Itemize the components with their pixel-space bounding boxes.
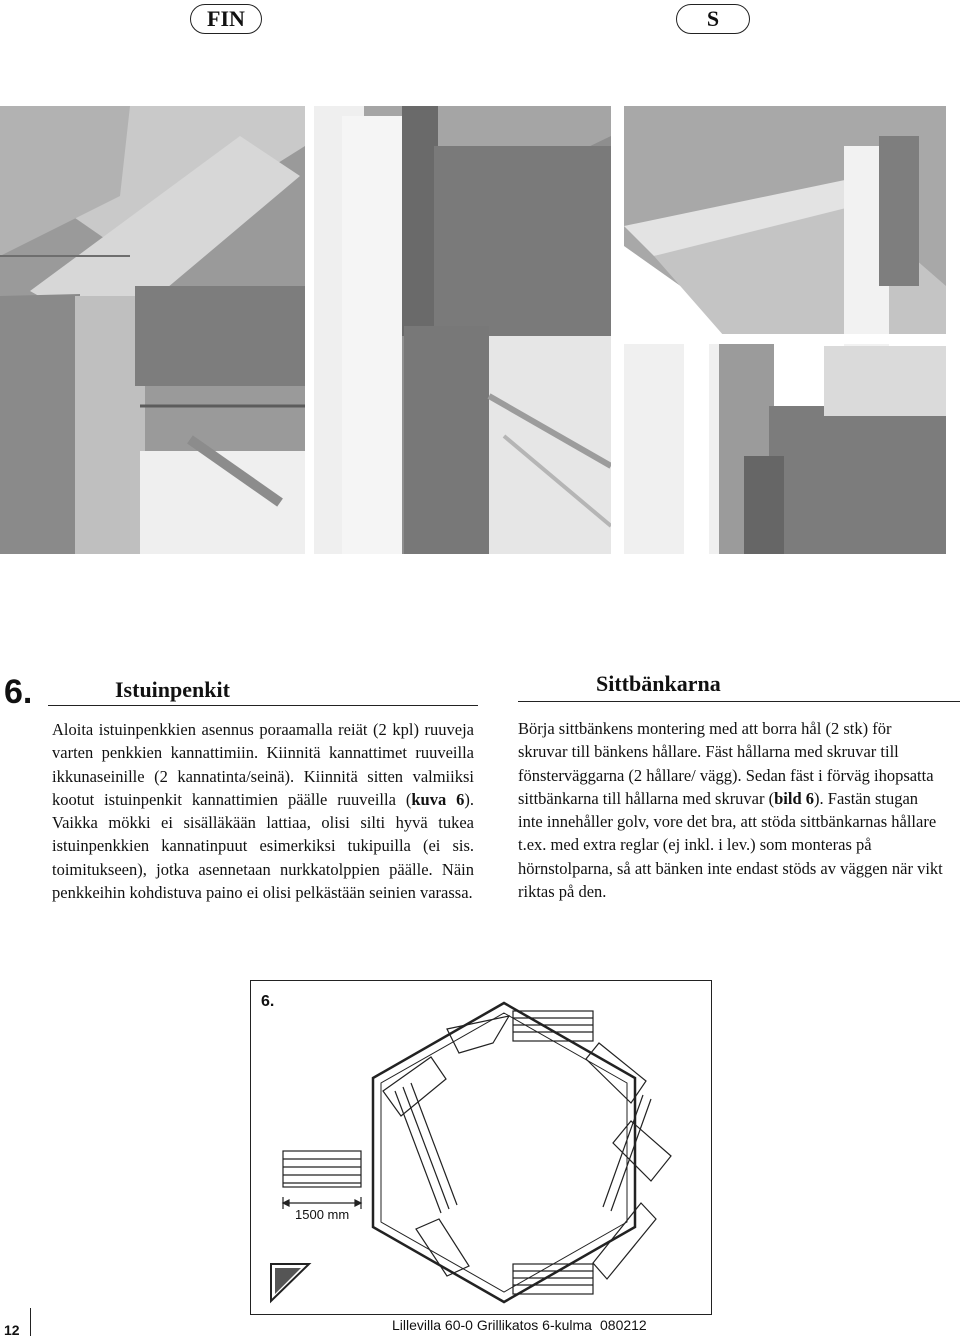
footer-product: Lillevilla 60-0 Grillikatos 6-kulma: [392, 1317, 592, 1333]
instructions-sv: Börja sittbänkens montering med att borra hål (2 stk) för skruvar till bänkens hållare. Fäst hållarna med skruvar till fönsterväggarna (2 hållare/ vägg). Sedan fäst i förväg ihopsatta sittbänkarna till hållarna med skruvar (bild 6). Fastän stugan inte innehåller golv, vore det bra, att stöda sittbänkarnas hållare t.ex. med extra reglar (ej inkl. i lev.) som monteras på hörnstolparna, så att bänken inte endast stöds av väggen när vikt riktas på den.: [518, 719, 943, 902]
bracket-detail: [271, 1264, 309, 1301]
language-tab-s: S: [676, 4, 750, 34]
footer-code: 080212: [600, 1317, 647, 1333]
photo-roof-corner: [0, 106, 305, 554]
figure-reference-fi: kuva 6: [411, 789, 465, 809]
figure-6-frame: [250, 980, 712, 1315]
section-title-sv: Sittbänkarna: [596, 671, 721, 696]
section-number: 6.: [4, 673, 33, 711]
figure-label: 6.: [261, 993, 275, 1010]
heading-rule-sv: [518, 701, 960, 702]
dimension-label: 1500 mm: [295, 1207, 350, 1222]
hexagon-bench-plan: [251, 981, 711, 1314]
heading-rule-fi: [48, 705, 478, 706]
language-tab-fin: FIN: [190, 4, 262, 34]
instructions-fi: Aloita istuinpenkkien asennus poraamalla reiät (2 kpl) ruuveja varten penkkien kannattimiin. Kiinnitä kannattimet ruuveilla ikkunaseinille (2 kannatinta/seinä). Kiinnitä sitten valmiiksi kootut istuinpenkit kannattimien päälle ruuveilla (kuva 6). Vaikka mökki ei sisälläkään lattiaa, olisi silti hyvä tukea istuinpenkkien kannatinpuut esimerkiksi tukipuilla (ei sis. toimitukseen), jotka asennetaan nurkkatolppien päälle. Näin penkkeihin kohdistuva paino ei olisi pelkästään seinien varassa.: [52, 720, 474, 903]
page-number: 12: [4, 1322, 20, 1338]
section-title-fi: Istuinpenkit: [115, 677, 230, 702]
figure-reference-sv: bild 6: [774, 788, 815, 808]
photo-wall-corner-post: [314, 106, 611, 554]
photo-bench-bracket: [624, 106, 946, 554]
footer-divider: [30, 1308, 31, 1336]
